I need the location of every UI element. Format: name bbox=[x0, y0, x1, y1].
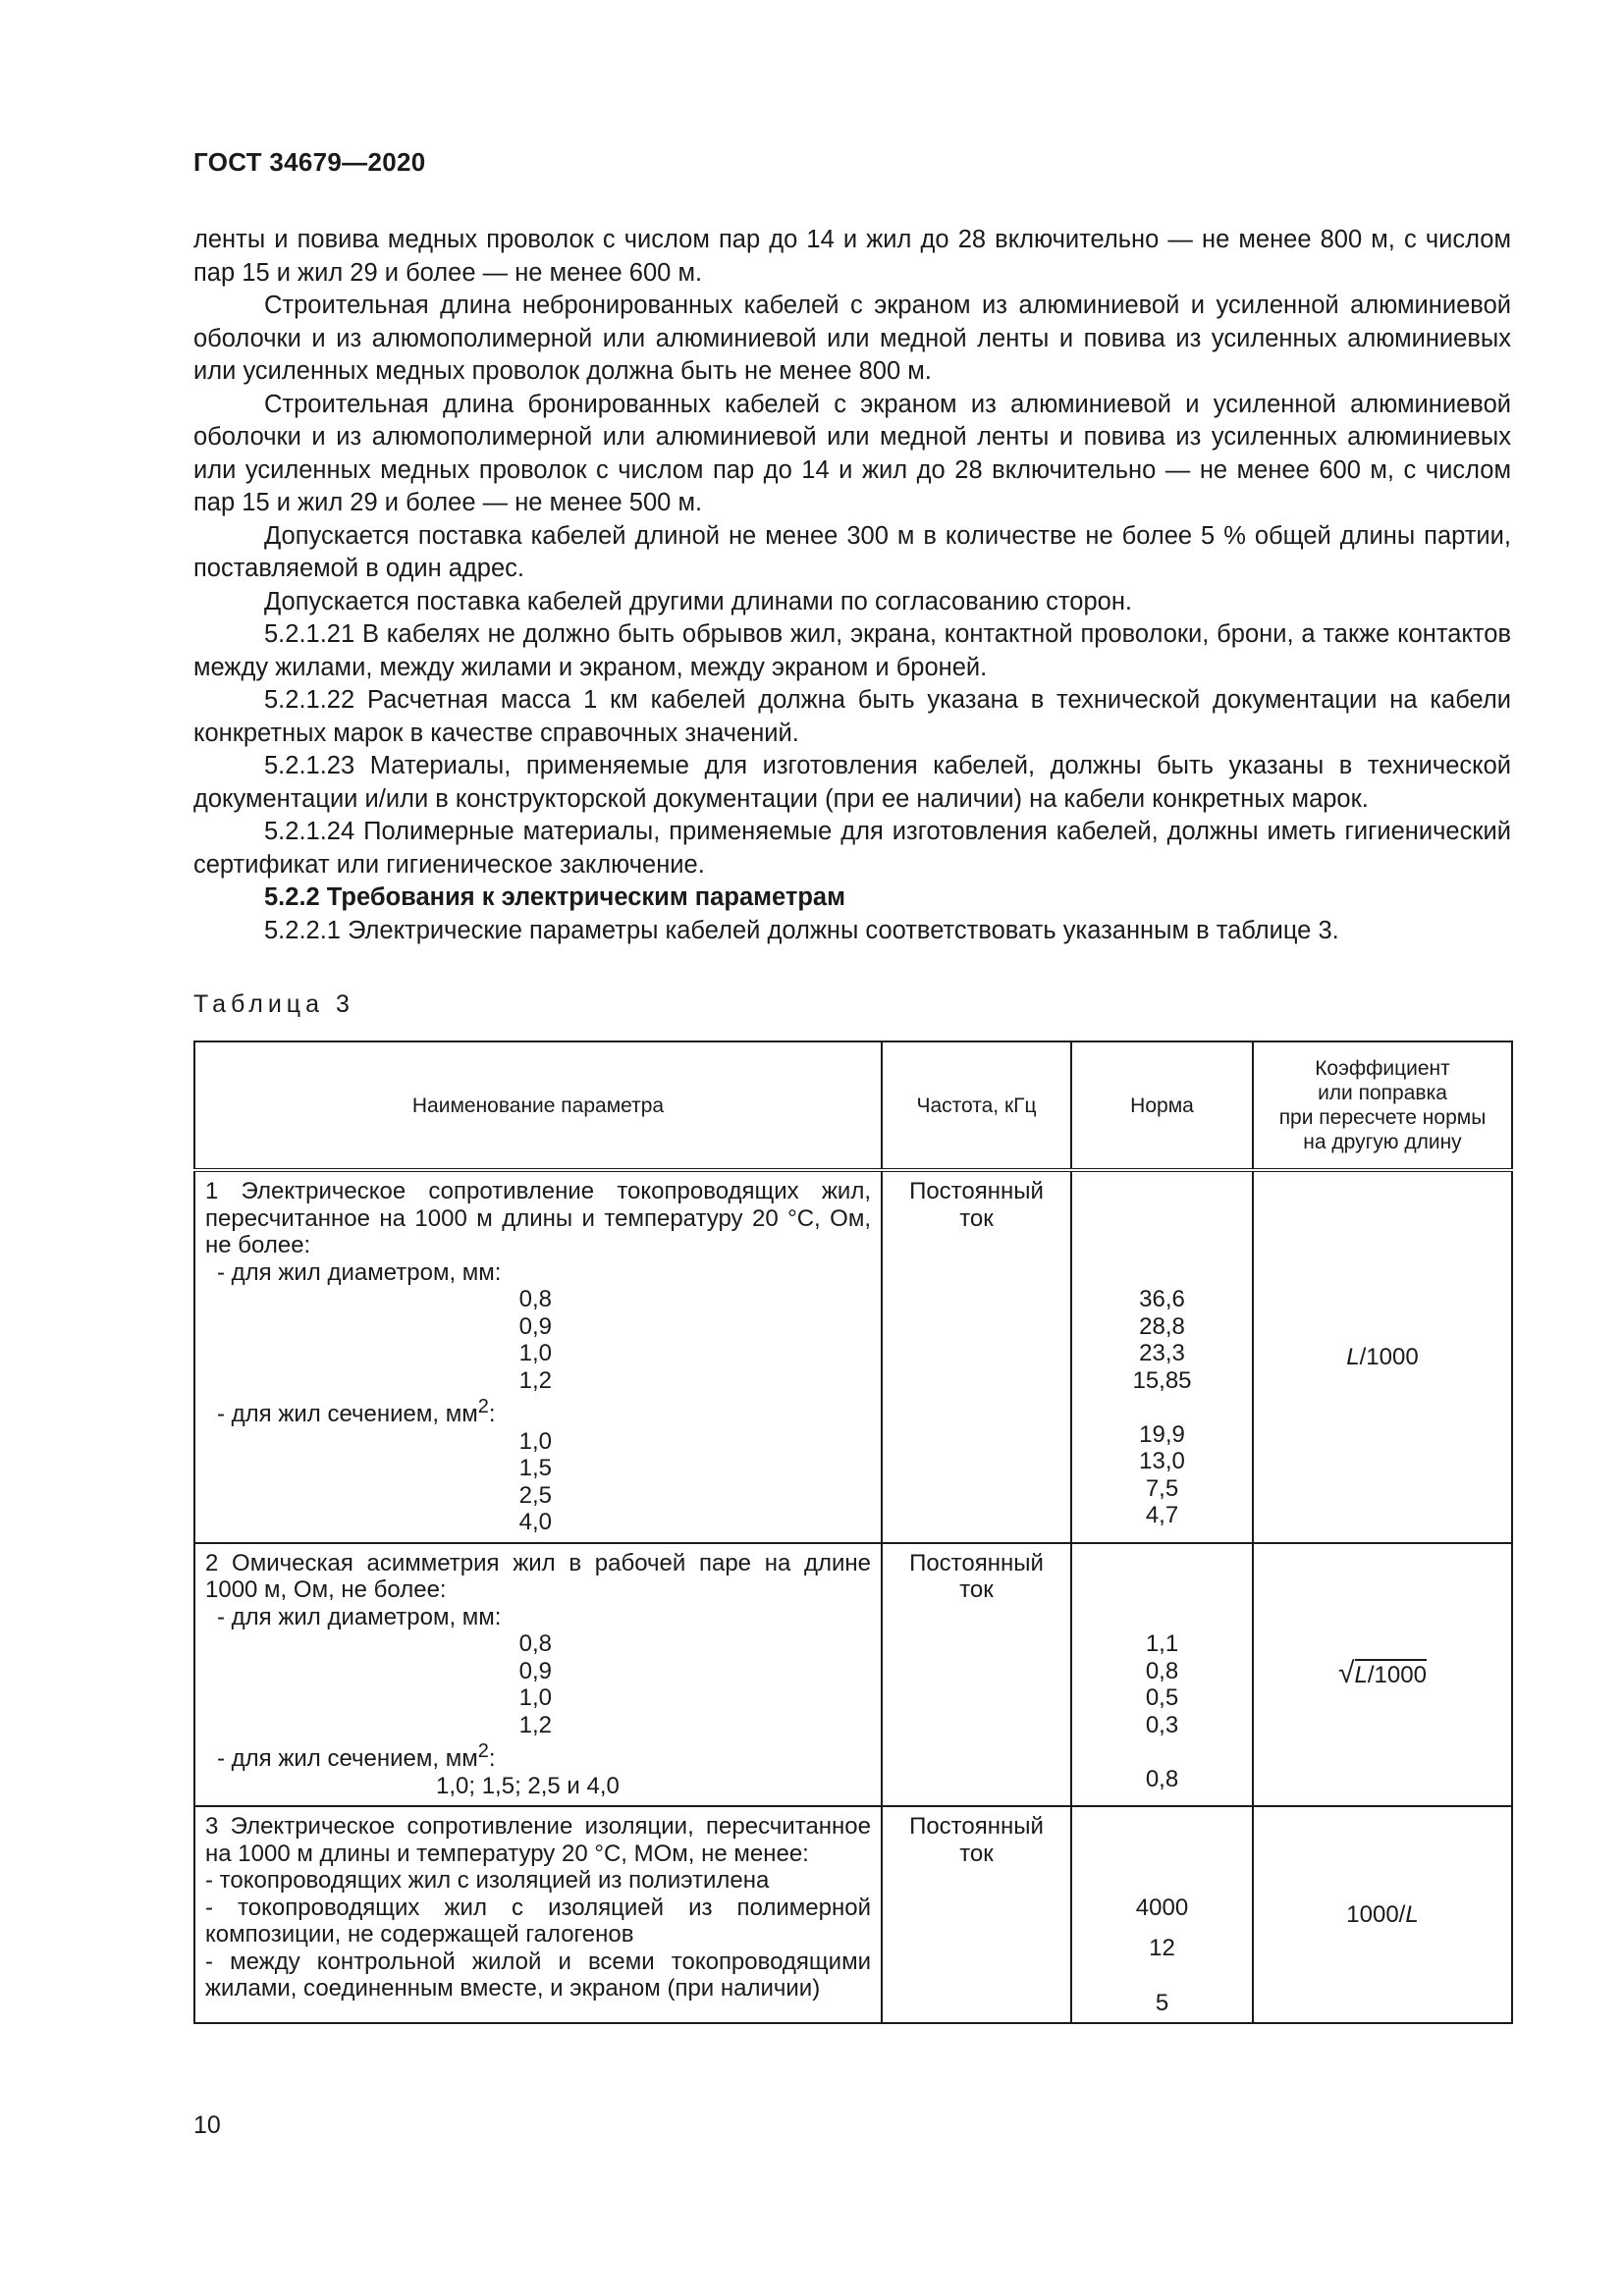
coef-cell bbox=[1253, 1170, 1512, 1543]
subheading-text: - для жил сечением, мм bbox=[217, 1401, 478, 1427]
table-row bbox=[194, 1543, 1512, 1807]
param-item: - токопроводящих жил с изоляцией из полимерной композиции, не содержащей галогенов bbox=[205, 1894, 871, 1948]
coef-value: 1000/ bbox=[1346, 1900, 1406, 1928]
norm-value: 19,9 bbox=[1139, 1420, 1185, 1448]
clause-5-2-2-1: 5.2.2.1 Электрические параметры кабелей должны соответствовать указанным в таблице 3. bbox=[264, 916, 1339, 944]
paragraph: Допускается поставка кабелей длиной не менее 300 м в количестве не более 5 % общей длины партии, поставляемой в один адрес. bbox=[193, 521, 1511, 582]
clause-5-2-1-22: 5.2.1.22 Расчетная масса 1 км кабелей должна быть указана в технической документации на кабели конкретных марок в качестве справочных значений. bbox=[193, 686, 1511, 747]
superscript: 2 bbox=[477, 1740, 489, 1762]
param-cell bbox=[194, 1806, 882, 2023]
table-header-row bbox=[194, 1041, 1512, 1170]
paragraph: Строительная длина небронированных кабелей с экраном из алюминиевой и усиленной алюминиевой оболочки и из алюмополимерной или алюминиевой или медной ленты и повива из усиленных алюминиевых или усиленных медных проволок должна быть не менее 800 м. bbox=[193, 292, 1511, 385]
document-header: ГОСТ 34679—2020 bbox=[193, 147, 426, 177]
coef-value: /1000 bbox=[1359, 1343, 1419, 1370]
norm-value: 23,3 bbox=[1139, 1340, 1185, 1366]
param-value: 1,5 bbox=[518, 1455, 552, 1481]
param-title: 3 Электрическое сопротивление изоляции, пересчитанное на 1000 м длины и температуру 20 °С, МОм, не менее: bbox=[205, 1813, 871, 1867]
norm-value: 36,6 bbox=[1139, 1286, 1185, 1312]
coef-cell bbox=[1253, 1543, 1512, 1807]
header-coef bbox=[1253, 1041, 1512, 1170]
norm-value: 0,8 bbox=[1145, 1657, 1179, 1684]
header-coef-line: на другую длину bbox=[1303, 1131, 1462, 1153]
table-row bbox=[194, 1170, 1512, 1543]
freq-cell: Постоянный ток bbox=[882, 1806, 1071, 2023]
norm-cell bbox=[1071, 1543, 1253, 1807]
length-variable: L bbox=[1405, 1900, 1419, 1928]
param-title: 2 Омическая асимметрия жил в рабочей паре на длине 1000 м, Ом, не более: bbox=[205, 1549, 871, 1603]
coef-divisor: /1000 bbox=[1367, 1662, 1427, 1688]
header-param: Наименование параметра bbox=[194, 1041, 882, 1170]
parameters-table bbox=[193, 1041, 1513, 2024]
param-value: 1,2 bbox=[518, 1711, 552, 1738]
param-value: 1,2 bbox=[518, 1366, 552, 1394]
norm-value: 0,3 bbox=[1145, 1711, 1179, 1738]
coef-value bbox=[1355, 1659, 1427, 1688]
page-number: 10 bbox=[193, 2111, 221, 2139]
header-norm: Норма bbox=[1071, 1041, 1253, 1170]
sqrt-sign: √ bbox=[1338, 1657, 1355, 1689]
param-value: 0,8 bbox=[518, 1286, 552, 1312]
paragraph: Строительная длина бронированных кабелей с экраном из алюминиевой и усиленной алюминиевой оболочки и из алюмополимерной или алюминиевой или медной ленты и повива из усиленных алюминиевых или усиленных медных проволок с числом пар до 14 и жил до 28 включительно — не менее 600 м, с числом пар 15 и жил 29 и более — не менее 500 м. bbox=[193, 390, 1511, 516]
norm-value: 0,5 bbox=[1145, 1684, 1179, 1711]
paragraph: Допускается поставка кабелей другими длинами по согласованию сторон. bbox=[264, 587, 1133, 615]
norm-value: 4,7 bbox=[1145, 1502, 1179, 1528]
norm-value: 7,5 bbox=[1145, 1474, 1179, 1502]
subheading-colon: : bbox=[488, 1745, 496, 1772]
param-value: 1,0 bbox=[518, 1340, 552, 1366]
param-value: 0,9 bbox=[518, 1657, 552, 1684]
freq-cell: Постоянный ток bbox=[882, 1543, 1071, 1807]
norm-cell bbox=[1071, 1170, 1253, 1543]
section-heading-5-2-2: 5.2.2 Требования к электрическим параметрам bbox=[264, 883, 845, 911]
length-variable: L bbox=[1346, 1343, 1360, 1370]
param-value: 4,0 bbox=[518, 1509, 552, 1535]
norm-value: 28,8 bbox=[1139, 1312, 1185, 1340]
param-value: 1,0; 1,5; 2,5 и 4,0 bbox=[436, 1772, 620, 1799]
param-item: - между контрольной жилой и всеми токопроводящими жилами, соединенным вместе, и экраном (при наличии) bbox=[205, 1948, 871, 2002]
coef-cell bbox=[1253, 1806, 1512, 2023]
subheading-text: - для жил сечением, мм bbox=[217, 1745, 478, 1772]
param-value: 1,0 bbox=[518, 1684, 552, 1711]
norm-value: 0,8 bbox=[1145, 1765, 1179, 1792]
param-value: 2,5 bbox=[518, 1481, 552, 1509]
table-caption: Таблица 3 bbox=[193, 990, 354, 1018]
param-value: 0,8 bbox=[518, 1630, 552, 1657]
header-freq: Частота, кГц bbox=[882, 1041, 1071, 1170]
param-subheading: - для жил диаметром, мм: bbox=[217, 1258, 502, 1286]
table-row bbox=[194, 1806, 1512, 2023]
norm-value: 5 bbox=[1155, 1989, 1169, 2016]
norm-value: 12 bbox=[1149, 1935, 1175, 1961]
header-coef-line: или поправка bbox=[1318, 1082, 1447, 1104]
norm-value: 1,1 bbox=[1145, 1630, 1179, 1657]
clause-5-2-1-21: 5.2.1.21 В кабелях не должно быть обрывов жил, экрана, контактной проволоки, брони, а также контактов между жилами, между жилами и экраном, между экраном и броней. bbox=[193, 620, 1511, 681]
clause-5-2-1-24: 5.2.1.24 Полимерные материалы, применяемые для изготовления кабелей, должны иметь гигиенический сертификат или гигиеническое заключение. bbox=[193, 818, 1511, 879]
param-subheading bbox=[205, 1738, 871, 1773]
norm-value: 15,85 bbox=[1132, 1366, 1192, 1394]
paragraph: ленты и повива медных проволок с числом пар до 14 и жил до 28 включительно — не менее 800 м, с числом пар 15 и жил 29 и более — не менее 600 м. bbox=[193, 226, 1511, 287]
norm-cell bbox=[1071, 1806, 1253, 2023]
superscript: 2 bbox=[477, 1396, 489, 1417]
param-item: - токопроводящих жил с изоляцией из полиэтилена bbox=[205, 1867, 770, 1894]
param-cell bbox=[194, 1170, 882, 1543]
param-cell bbox=[194, 1543, 882, 1807]
param-subheading: - для жил диаметром, мм: bbox=[217, 1603, 502, 1630]
param-value: 1,0 bbox=[518, 1427, 552, 1455]
norm-value: 4000 bbox=[1135, 1894, 1189, 1921]
param-title: 1 Электрическое сопротивление токопроводящих жил, пересчитанное на 1000 м длины и температуру 20 °С, Ом, не более: bbox=[205, 1178, 871, 1258]
header-coef-line: при пересчете нормы bbox=[1278, 1106, 1487, 1129]
body-text bbox=[193, 224, 1511, 947]
freq-cell: Постоянный ток bbox=[882, 1170, 1071, 1543]
length-variable: L bbox=[1354, 1662, 1368, 1688]
param-value: 0,9 bbox=[518, 1312, 552, 1340]
header-coef-line: Коэффициент bbox=[1315, 1057, 1450, 1080]
clause-5-2-1-23: 5.2.1.23 Материалы, применяемые для изготовления кабелей, должны быть указаны в технической документации и/или в конструкторской документации (при ее наличии) на кабели конкретных марок. bbox=[193, 752, 1511, 813]
param-subheading bbox=[205, 1394, 871, 1428]
norm-value: 13,0 bbox=[1139, 1448, 1185, 1474]
subheading-colon: : bbox=[488, 1401, 496, 1427]
